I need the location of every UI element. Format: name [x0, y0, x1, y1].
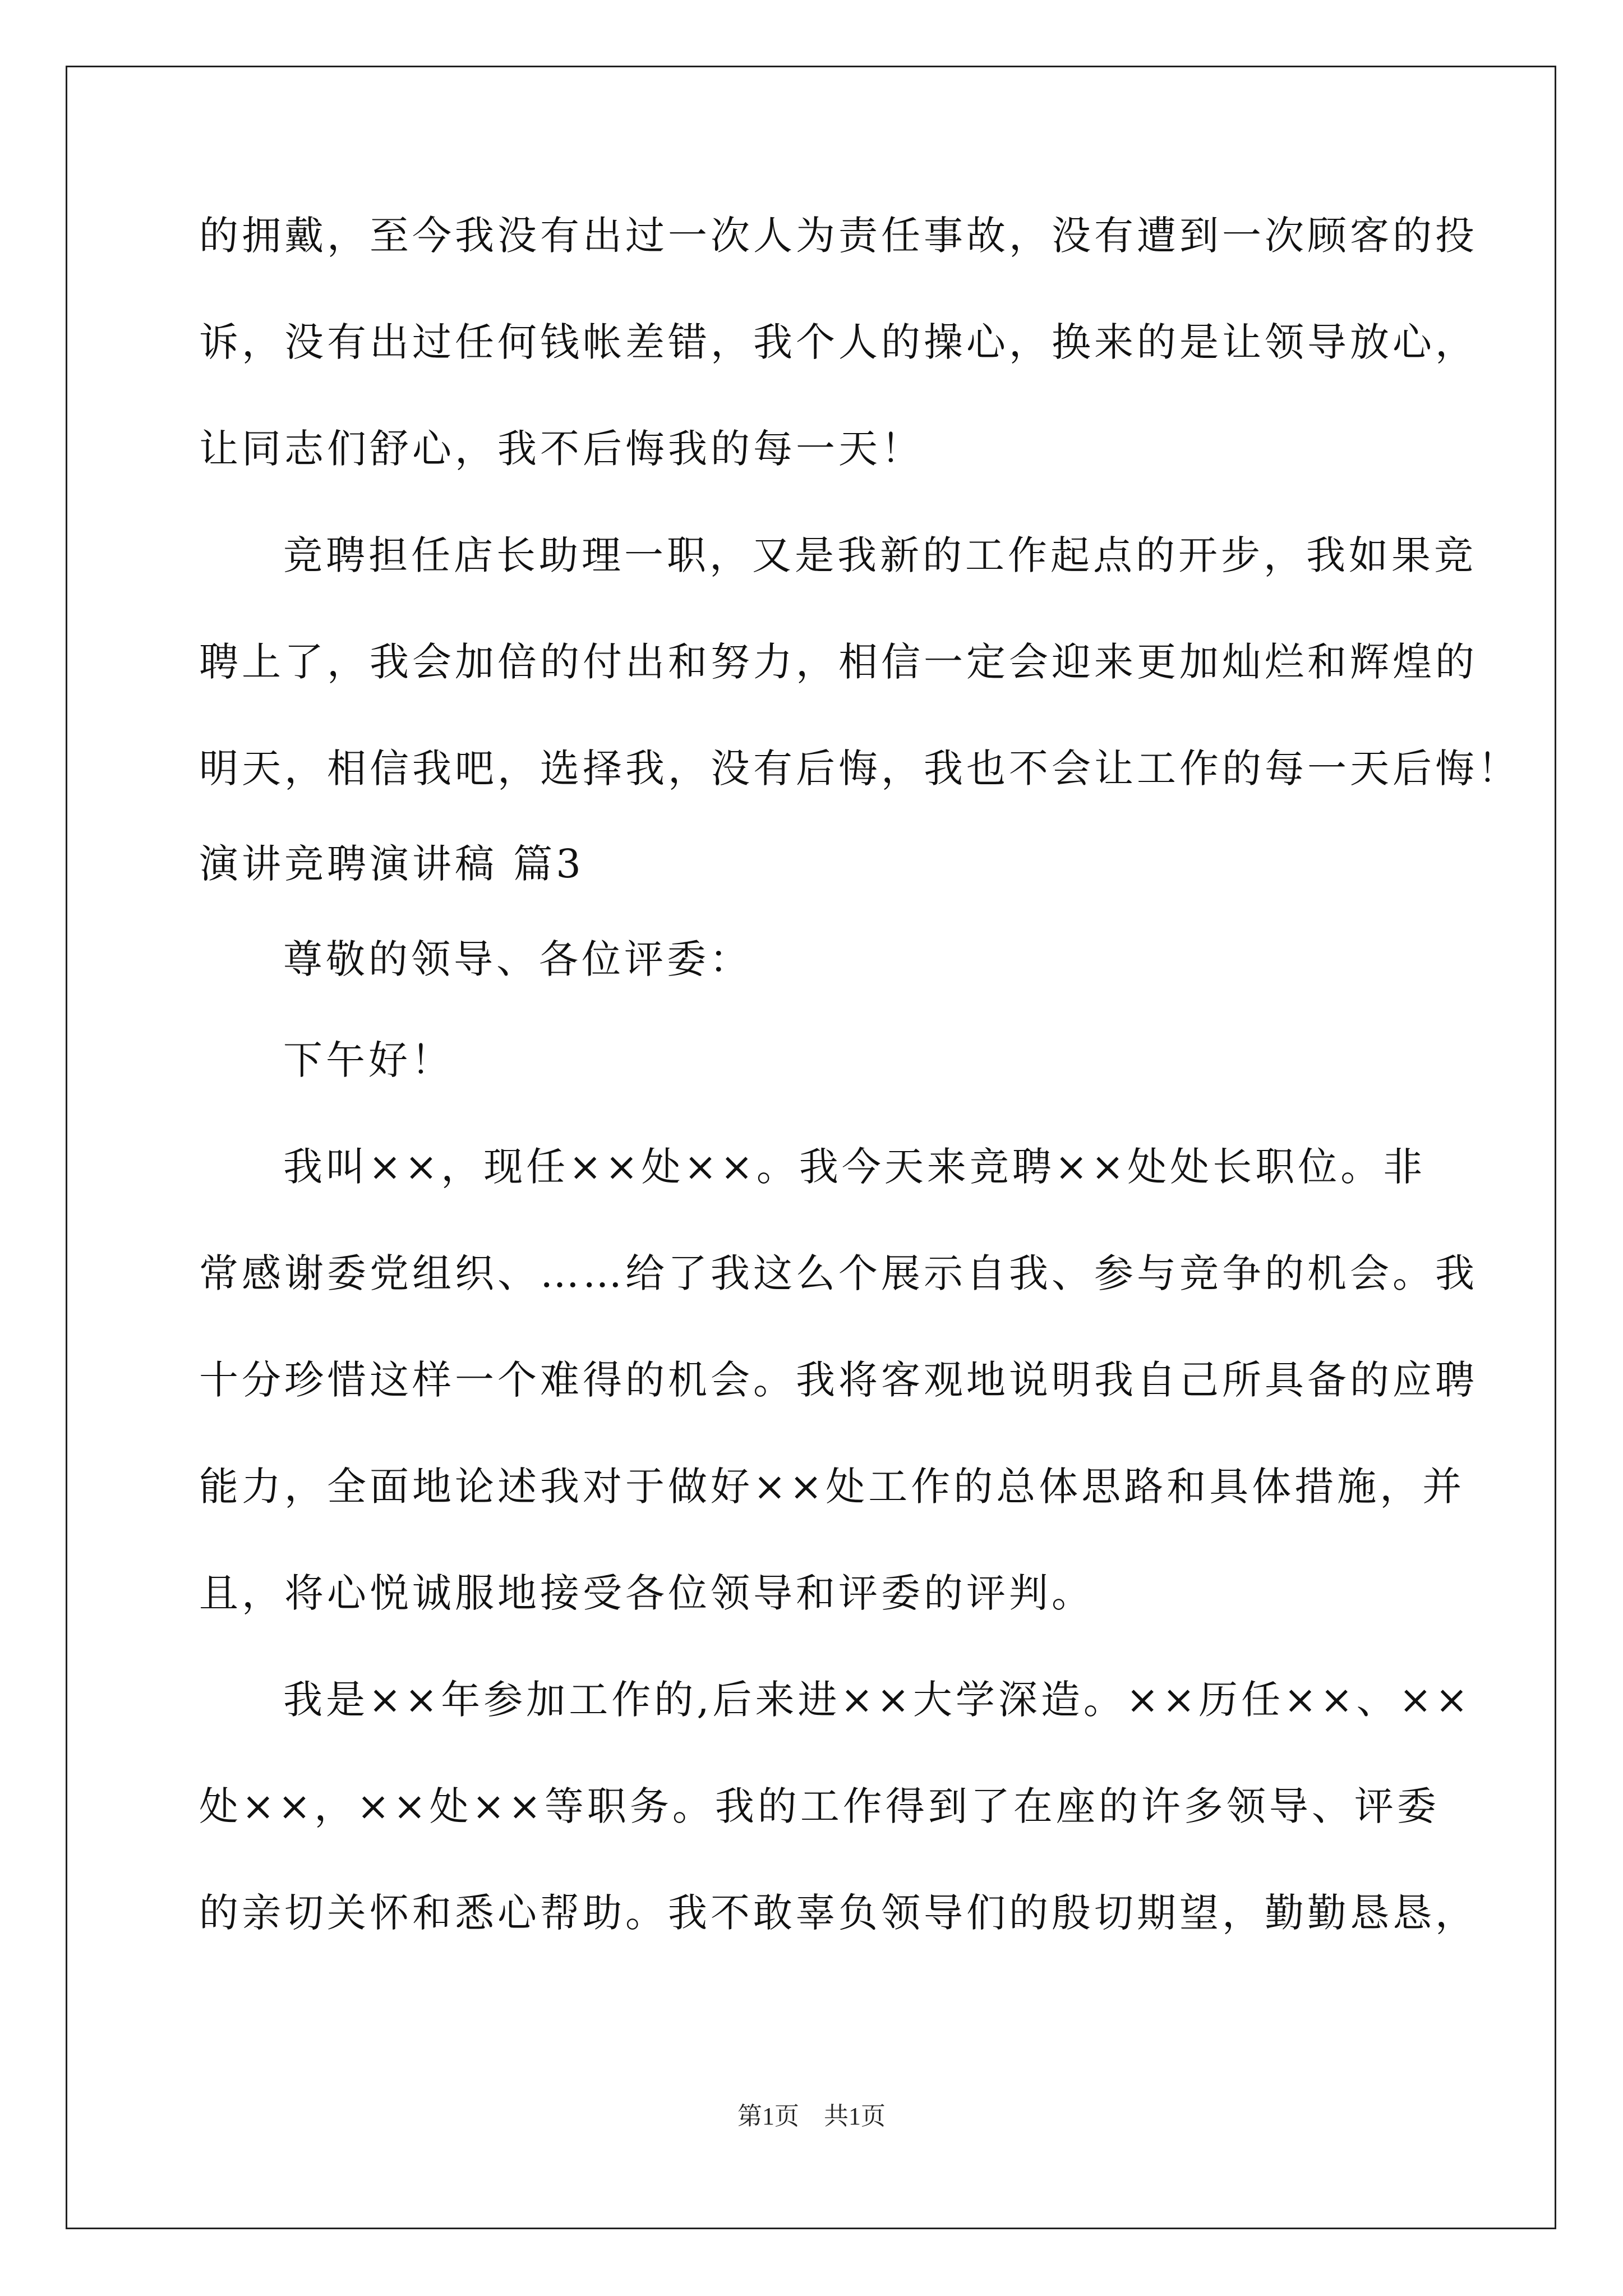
text-line: 明天，相信我吧，选择我，没有后悔，我也不会让工作的每一天后悔！ — [199, 746, 1520, 792]
greeting: 下午好！ — [283, 1037, 454, 1083]
text-line: 常感谢委党组织、……给了我这么个展示自我、参与竞争的机会。我 — [199, 1250, 1478, 1296]
paragraph-start: 我是××年参加工作的,后来进××大学深造。××历任××、×× — [283, 1677, 1472, 1723]
text-line: 诉，没有出过任何钱帐差错，我个人的操心，换来的是让领导放心， — [199, 319, 1478, 365]
section-heading: 演讲竞聘演讲稿 篇3 — [199, 841, 584, 887]
page-number-footer: 第1页 共1页 — [737, 2102, 886, 2130]
text-line: 且，将心悦诚服地接受各位领导和评委的评判。 — [199, 1570, 1094, 1616]
text-line: 让同志们舒心，我不后悔我的每一天！ — [199, 426, 924, 472]
text-line: 的亲切关怀和悉心帮助。我不敢辜负领导们的殷切期望，勤勤恳恳， — [199, 1890, 1478, 1936]
salutation: 尊敬的领导、各位评委： — [283, 936, 752, 982]
paragraph-start: 我叫××，现任××处××。我今天来竞聘××处处长职位。非 — [283, 1144, 1426, 1190]
paragraph-start: 竞聘担任店长助理一职，又是我新的工作起点的开步，我如果竞 — [283, 532, 1477, 578]
text-line: 十分珍惜这样一个难得的机会。我将客观地说明我自己所具备的应聘 — [199, 1357, 1478, 1403]
text-line: 处××，××处××等职务。我的工作得到了在座的许多领导、评委 — [199, 1783, 1440, 1829]
text-line: 聘上了，我会加倍的付出和努力，相信一定会迎来更加灿烂和辉煌的 — [199, 639, 1478, 685]
text-line: 能力，全面地论述我对于做好××处工作的总体思路和具体措施，并 — [199, 1464, 1465, 1510]
text-line: 的拥戴，至今我没有出过一次人为责任事故，没有遭到一次顾客的投 — [199, 213, 1478, 259]
